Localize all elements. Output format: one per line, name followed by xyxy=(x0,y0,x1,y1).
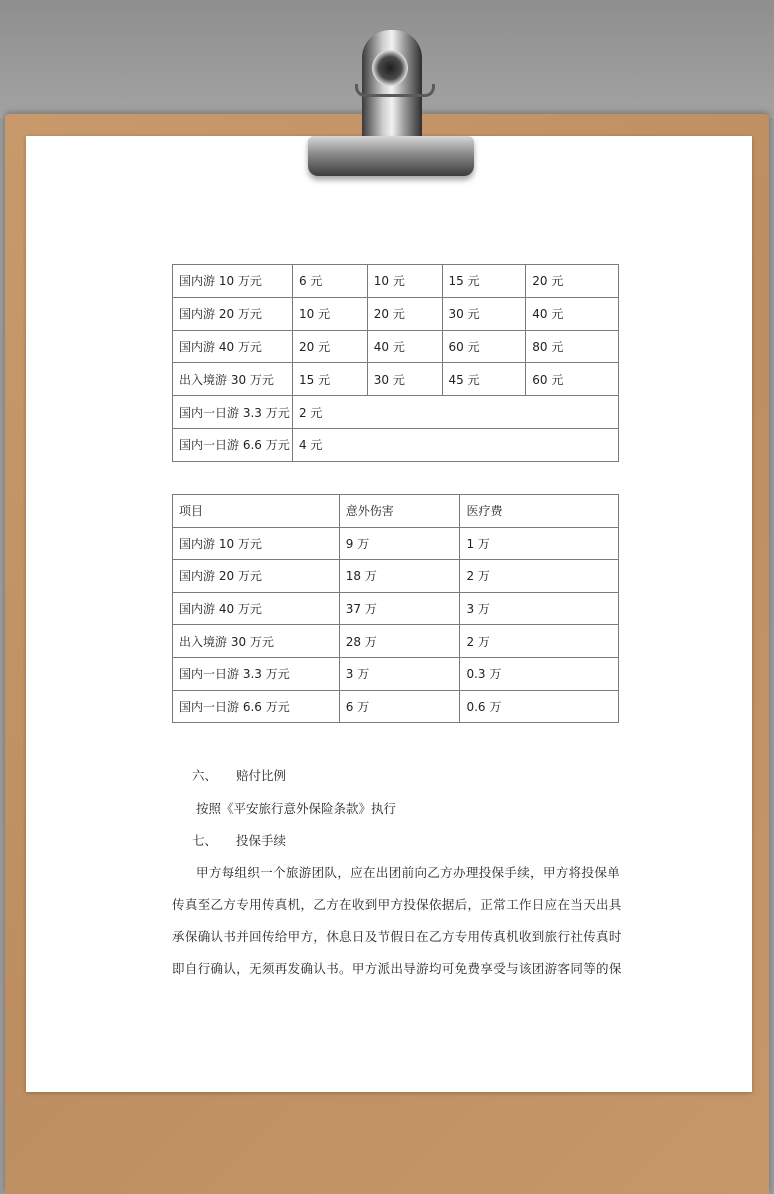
table-cell: 国内游 10 万元 xyxy=(173,527,340,560)
table-cell: 国内一日游 3.3 万元 xyxy=(173,657,340,690)
table-cell: 国内游 20 万元 xyxy=(173,560,340,593)
table-cell: 国内游 10 万元 xyxy=(173,265,293,298)
table-cell: 国内游 40 万元 xyxy=(173,330,293,363)
table-row xyxy=(173,297,619,330)
table-cell: 60 元 xyxy=(526,363,619,396)
paragraph-line: 传真至乙方专用传真机，乙方在收到甲方投保依据后，正常工作日应在当天出具 xyxy=(172,897,622,912)
table-cell: 6 元 xyxy=(292,265,367,298)
table-row xyxy=(173,428,619,461)
paragraph-line: 承保确认书并回传给甲方，休息日及节假日在乙方专用传真机收到旅行社传真时 xyxy=(172,929,622,944)
section-title: 赔付比例 xyxy=(236,768,287,783)
premium-table xyxy=(172,264,619,462)
table-cell: 60 元 xyxy=(442,330,526,363)
section-6-body: 按照《平安旅行意外保险条款》执行 xyxy=(196,801,397,816)
binder-clip xyxy=(308,136,474,176)
table-cell: 15 元 xyxy=(442,265,526,298)
table-cell: 国内游 40 万元 xyxy=(173,592,340,625)
table-row xyxy=(173,396,619,429)
table-cell: 4 元 xyxy=(292,428,618,461)
table-cell: 20 元 xyxy=(292,330,367,363)
table-cell: 30 元 xyxy=(442,297,526,330)
table-cell: 2 万 xyxy=(460,560,619,593)
section-number: 六、 xyxy=(192,768,218,783)
column-header: 意外伤害 xyxy=(339,495,460,528)
column-header: 项目 xyxy=(173,495,340,528)
table-cell: 40 元 xyxy=(367,330,442,363)
table-cell: 40 元 xyxy=(526,297,619,330)
table-cell: 28 万 xyxy=(339,625,460,658)
table-cell: 0.3 万 xyxy=(460,657,619,690)
table-cell: 9 万 xyxy=(339,527,460,560)
table-row xyxy=(173,592,619,625)
table-cell: 出入境游 30 万元 xyxy=(173,363,293,396)
clip-ring xyxy=(372,50,408,86)
table-cell: 0.6 万 xyxy=(460,690,619,723)
table-cell: 3 万 xyxy=(339,657,460,690)
section-number: 七、 xyxy=(192,833,218,848)
table-row xyxy=(173,363,619,396)
table-cell: 国内一日游 6.6 万元 xyxy=(173,428,293,461)
table-cell: 出入境游 30 万元 xyxy=(173,625,340,658)
section-6-heading xyxy=(192,766,286,784)
table-cell: 国内一日游 3.3 万元 xyxy=(173,396,293,429)
table-cell: 国内游 20 万元 xyxy=(173,297,293,330)
table-cell: 3 万 xyxy=(460,592,619,625)
table-cell: 37 万 xyxy=(339,592,460,625)
table-cell: 20 元 xyxy=(367,297,442,330)
table-cell: 15 元 xyxy=(292,363,367,396)
table-cell: 国内一日游 6.6 万元 xyxy=(173,690,340,723)
paragraph-line: 即自行确认，无须再发确认书。甲方派出导游均可免费享受与该团游客同等的保 xyxy=(172,961,622,976)
coverage-table xyxy=(172,494,619,723)
table-row xyxy=(173,625,619,658)
table-row xyxy=(173,657,619,690)
paragraph-line: 甲方每组织一个旅游团队，应在出团前向乙方办理投保手续，甲方将投保单 xyxy=(196,865,621,880)
table-row xyxy=(173,527,619,560)
table-cell: 1 万 xyxy=(460,527,619,560)
table-cell: 18 万 xyxy=(339,560,460,593)
table-cell: 45 元 xyxy=(442,363,526,396)
table-cell: 30 元 xyxy=(367,363,442,396)
table-cell: 6 万 xyxy=(339,690,460,723)
table-cell: 10 元 xyxy=(367,265,442,298)
table-row xyxy=(173,265,619,298)
section-7-heading xyxy=(192,831,286,849)
column-header: 医疗费 xyxy=(460,495,619,528)
table-row xyxy=(173,560,619,593)
table-cell: 80 元 xyxy=(526,330,619,363)
table-header-row xyxy=(173,495,619,528)
table-cell: 2 万 xyxy=(460,625,619,658)
table-row xyxy=(173,690,619,723)
table-cell: 20 元 xyxy=(526,265,619,298)
section-title: 投保手续 xyxy=(236,833,287,848)
clip-wire xyxy=(355,84,435,97)
table-row xyxy=(173,330,619,363)
table-cell: 2 元 xyxy=(292,396,618,429)
table-cell: 10 元 xyxy=(292,297,367,330)
